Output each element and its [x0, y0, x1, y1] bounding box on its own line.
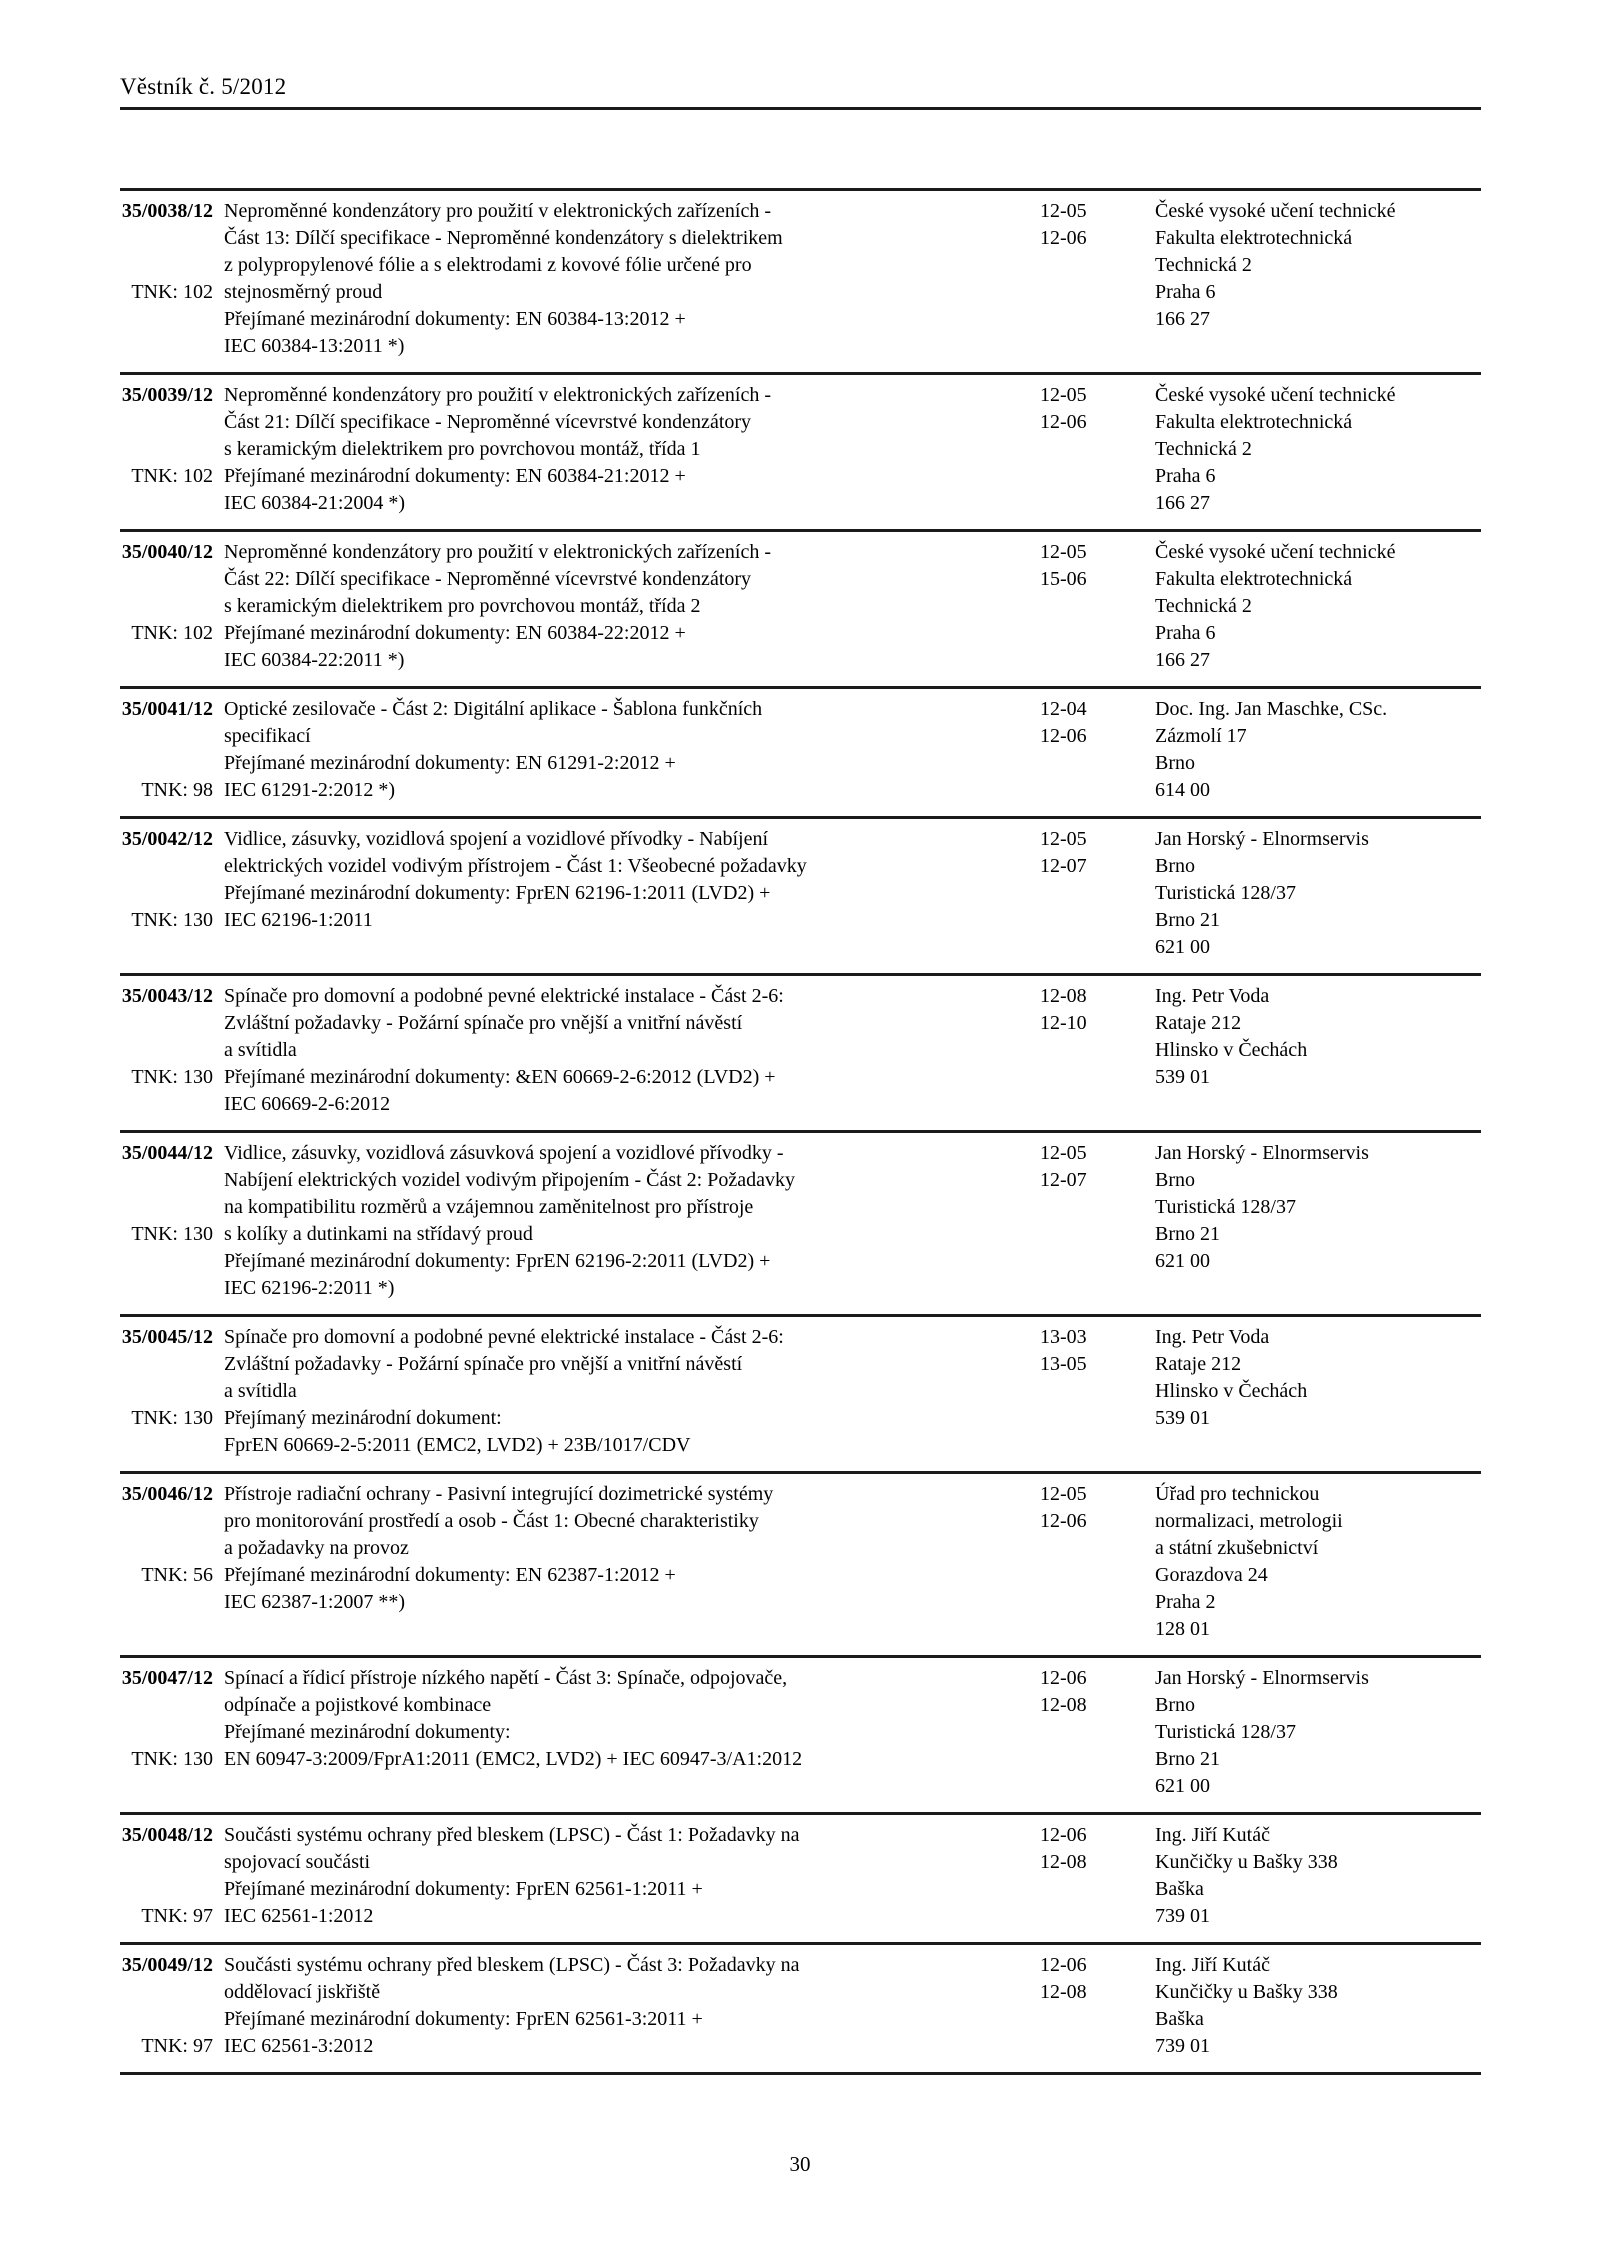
entry-id: 35/0042/12 [121, 828, 213, 850]
address-line: Ing. Petr Voda [1155, 985, 1270, 1007]
date-line: 12-05 [1040, 384, 1087, 406]
address-line: České vysoké učení technické [1155, 384, 1396, 406]
address-line: Praha 6 [1155, 622, 1216, 644]
date-line: 12-08 [1040, 1694, 1087, 1716]
entry-description [224, 539, 1040, 674]
date-line: 12-06 [1040, 227, 1087, 249]
entry-description [224, 1822, 1040, 1930]
entry-description [224, 382, 1040, 517]
entry-id: 35/0043/12 [121, 985, 213, 1007]
address-line: Brno 21 [1155, 1748, 1220, 1770]
description-line: Vidlice, zásuvky, vozidlová zásuvková spojení a vozidlové přívodky - [224, 1142, 784, 1164]
entry-tnk: TNK: 97 [141, 1905, 213, 1927]
date-line: 12-06 [1040, 725, 1087, 747]
address-line: Jan Horský - Elnormservis [1155, 828, 1369, 850]
address-line: Hlinsko v Čechách [1155, 1380, 1308, 1402]
address-line: Turistická 128/37 [1155, 882, 1296, 904]
description-line: s keramickým dielektrikem pro povrchovou montáž, třída 2 [224, 595, 701, 617]
table-row [120, 1655, 1481, 1812]
date-line: 12-05 [1040, 828, 1087, 850]
address-line: 539 01 [1155, 1407, 1210, 1429]
page-header: Věstník č. 5/2012 [120, 74, 287, 99]
entry-tnk: TNK: 102 [131, 622, 213, 644]
description-line: IEC 62561-1:2012 [224, 1905, 374, 1927]
address-line: a státní zkušebnictví [1155, 1537, 1319, 1559]
address-line: 621 00 [1155, 1250, 1210, 1272]
date-line: 12-05 [1040, 1483, 1087, 1505]
description-line: Přejímané mezinárodní dokumenty: EN 60384-22:2012 + [224, 622, 686, 644]
address-line: Brno [1155, 752, 1195, 774]
address-line: Technická 2 [1155, 438, 1252, 460]
description-line: Část 21: Dílčí specifikace - Neproměnné vícevrstvé kondenzátory [224, 411, 752, 433]
entry-id-cell [120, 198, 224, 360]
address-line: 166 27 [1155, 492, 1210, 514]
description-line: spojovací součásti [224, 1851, 371, 1873]
description-line: na kompatibilitu rozměrů a vzájemnou zaměnitelnost pro přístroje [224, 1196, 754, 1218]
date-line: 12-08 [1040, 1981, 1087, 2003]
description-line: Součásti systému ochrany před bleskem (LPSC) - Část 3: Požadavky na [224, 1954, 800, 1976]
entry-address [1155, 539, 1481, 674]
description-line: Přejímané mezinárodní dokumenty: EN 60384-13:2012 + [224, 308, 686, 330]
entry-tnk: TNK: 130 [131, 1223, 213, 1245]
entry-dates [1040, 696, 1155, 804]
entry-tnk: TNK: 56 [141, 1564, 213, 1586]
date-line: 13-05 [1040, 1353, 1087, 1375]
address-line: Zázmolí 17 [1155, 725, 1247, 747]
entry-id: 35/0044/12 [121, 1142, 213, 1164]
description-line: odpínače a pojistkové kombinace [224, 1694, 492, 1716]
description-line: stejnosměrný proud [224, 281, 383, 303]
address-line: 739 01 [1155, 1905, 1210, 1927]
entry-address [1155, 1952, 1481, 2060]
description-line: EN 60947-3:2009/FprA1:2011 (EMC2, LVD2) + IEC 60947-3/A1:2012 [224, 1748, 803, 1770]
address-line: Praha 2 [1155, 1591, 1216, 1613]
entry-address [1155, 1140, 1481, 1302]
date-line: 12-10 [1040, 1012, 1087, 1034]
address-line: Ing. Jiří Kutáč [1155, 1954, 1270, 1976]
table-row [120, 973, 1481, 1130]
date-line: 12-05 [1040, 1142, 1087, 1164]
date-line: 12-07 [1040, 1169, 1087, 1191]
description-line: Přejímané mezinárodní dokumenty: &EN 60669-2-6:2012 (LVD2) + [224, 1066, 776, 1088]
entry-address [1155, 1481, 1481, 1643]
entry-id: 35/0041/12 [121, 698, 213, 720]
entry-description [224, 1952, 1040, 2060]
description-line: s kolíky a dutinkami na střídavý proud [224, 1223, 533, 1245]
address-line: Hlinsko v Čechách [1155, 1039, 1308, 1061]
entry-id: 35/0047/12 [121, 1667, 213, 1689]
entry-address [1155, 983, 1481, 1118]
entry-dates [1040, 539, 1155, 674]
table-row [120, 1130, 1481, 1314]
entry-id-cell [120, 539, 224, 674]
entry-id-cell [120, 696, 224, 804]
table-row [120, 372, 1481, 529]
address-line: Baška [1155, 2008, 1204, 2030]
entry-dates [1040, 1665, 1155, 1800]
address-line: 128 01 [1155, 1618, 1210, 1640]
description-line: IEC 62196-2:2011 *) [224, 1277, 395, 1299]
entry-id-cell [120, 1822, 224, 1930]
description-line: IEC 60669-2-6:2012 [224, 1093, 391, 1115]
entries-table [120, 188, 1481, 2075]
entry-dates [1040, 1140, 1155, 1302]
address-line: Baška [1155, 1878, 1204, 1900]
entry-address [1155, 1324, 1481, 1459]
entry-dates [1040, 198, 1155, 360]
entry-tnk: TNK: 98 [141, 779, 213, 801]
entry-dates [1040, 1952, 1155, 2060]
entry-description [224, 198, 1040, 360]
entry-id: 35/0038/12 [121, 200, 213, 222]
address-line: Ing. Petr Voda [1155, 1326, 1270, 1348]
description-line: a svítidla [224, 1380, 297, 1402]
date-line: 12-05 [1040, 541, 1087, 563]
address-line: normalizaci, metrologii [1155, 1510, 1343, 1532]
entry-tnk: TNK: 130 [131, 909, 213, 931]
table-row [120, 816, 1481, 973]
entry-tnk: TNK: 130 [131, 1407, 213, 1429]
description-line: Optické zesilovače - Část 2: Digitální aplikace - Šablona funkčních [224, 698, 763, 720]
address-line: 539 01 [1155, 1066, 1210, 1088]
entry-id-cell [120, 1324, 224, 1459]
description-line: a požadavky na provoz [224, 1537, 409, 1559]
entry-address [1155, 198, 1481, 360]
address-line: České vysoké učení technické [1155, 541, 1396, 563]
entry-tnk: TNK: 130 [131, 1748, 213, 1770]
description-line: Přejímané mezinárodní dokumenty: FprEN 62561-3:2011 + [224, 2008, 703, 2030]
description-line: Spínací a řídicí přístroje nízkého napětí - Část 3: Spínače, odpojovače, [224, 1667, 788, 1689]
description-line: z polypropylenové fólie a s elektrodami z kovové fólie určené pro [224, 254, 752, 276]
entry-dates [1040, 382, 1155, 517]
entry-id: 35/0049/12 [121, 1954, 213, 1976]
entry-dates [1040, 983, 1155, 1118]
description-line: Neproměnné kondenzátory pro použití v elektronických zařízeních - [224, 541, 772, 563]
date-line: 12-05 [1040, 200, 1087, 222]
date-line: 12-06 [1040, 411, 1087, 433]
description-line: elektrických vozidel vodivým přístrojem - Část 1: Všeobecné požadavky [224, 855, 807, 877]
address-line: Rataje 212 [1155, 1353, 1242, 1375]
entry-dates [1040, 1481, 1155, 1643]
address-line: 621 00 [1155, 1775, 1210, 1797]
address-line: Doc. Ing. Jan Maschke, CSc. [1155, 698, 1388, 720]
entry-description [224, 826, 1040, 961]
description-line: Přejímané mezinárodní dokumenty: EN 62387-1:2012 + [224, 1564, 676, 1586]
address-line: Jan Horský - Elnormservis [1155, 1142, 1369, 1164]
table-row [120, 1471, 1481, 1655]
date-line: 12-06 [1040, 1954, 1087, 1976]
entry-dates [1040, 1822, 1155, 1930]
entry-address [1155, 696, 1481, 804]
entry-id-cell [120, 983, 224, 1118]
entry-id-cell [120, 1140, 224, 1302]
entry-id-cell [120, 1481, 224, 1643]
description-line: Část 13: Dílčí specifikace - Neproměnné kondenzátory s dielektrikem [224, 227, 783, 249]
date-line: 13-03 [1040, 1326, 1087, 1348]
address-line: 614 00 [1155, 779, 1210, 801]
date-line: 15-06 [1040, 568, 1087, 590]
description-line: Nabíjení elektrických vozidel vodivým připojením - Část 2: Požadavky [224, 1169, 795, 1191]
header-rule [120, 107, 1481, 110]
description-line: oddělovací jiskřiště [224, 1981, 381, 2003]
address-line: 166 27 [1155, 308, 1210, 330]
address-line: 166 27 [1155, 649, 1210, 671]
entry-id-cell [120, 1952, 224, 2060]
entry-tnk: TNK: 130 [131, 1066, 213, 1088]
description-line: Spínače pro domovní a podobné pevné elektrické instalace - Část 2-6: [224, 1326, 784, 1348]
description-line: IEC 60384-13:2011 *) [224, 335, 405, 357]
description-line: Přejímané mezinárodní dokumenty: FprEN 62196-2:2011 (LVD2) + [224, 1250, 771, 1272]
address-line: Gorazdova 24 [1155, 1564, 1268, 1586]
address-line: Ing. Jiří Kutáč [1155, 1824, 1270, 1846]
entry-dates [1040, 1324, 1155, 1459]
description-line: IEC 62196-1:2011 [224, 909, 373, 931]
address-line: Praha 6 [1155, 465, 1216, 487]
entry-id: 35/0040/12 [121, 541, 213, 563]
address-line: Fakulta elektrotechnická [1155, 227, 1353, 249]
address-line: Rataje 212 [1155, 1012, 1242, 1034]
address-line: Brno [1155, 855, 1195, 877]
description-line: pro monitorování prostředí a osob - Část 1: Obecné charakteristiky [224, 1510, 759, 1532]
description-line: specifikací [224, 725, 311, 747]
description-line: Přejímané mezinárodní dokumenty: EN 60384-21:2012 + [224, 465, 686, 487]
entry-description [224, 1324, 1040, 1459]
description-line: IEC 62387-1:2007 **) [224, 1591, 406, 1613]
address-line: Technická 2 [1155, 595, 1252, 617]
address-line: Praha 6 [1155, 281, 1216, 303]
description-line: IEC 61291-2:2012 *) [224, 779, 396, 801]
date-line: 12-08 [1040, 1851, 1087, 1873]
address-line: Fakulta elektrotechnická [1155, 411, 1353, 433]
address-line: Brno 21 [1155, 909, 1220, 931]
entry-id: 35/0045/12 [121, 1326, 213, 1348]
address-line: Brno [1155, 1694, 1195, 1716]
entry-id-cell [120, 826, 224, 961]
description-line: Přejímané mezinárodní dokumenty: FprEN 62196-1:2011 (LVD2) + [224, 882, 771, 904]
description-line: Vidlice, zásuvky, vozidlová spojení a vozidlové přívodky - Nabíjení [224, 828, 769, 850]
address-line: 621 00 [1155, 936, 1210, 958]
entry-description [224, 696, 1040, 804]
page-number: 30 [789, 2152, 811, 2176]
description-line: Neproměnné kondenzátory pro použití v elektronických zařízeních - [224, 384, 772, 406]
entry-id-cell [120, 382, 224, 517]
table-row [120, 188, 1481, 372]
description-line: Přejímaný mezinárodní dokument: [224, 1407, 502, 1429]
address-line: Jan Horský - Elnormservis [1155, 1667, 1369, 1689]
description-line: Přejímané mezinárodní dokumenty: FprEN 62561-1:2011 + [224, 1878, 703, 1900]
entry-tnk: TNK: 97 [141, 2035, 213, 2057]
entry-tnk: TNK: 102 [131, 465, 213, 487]
entry-tnk: TNK: 102 [131, 281, 213, 303]
entry-description [224, 1481, 1040, 1643]
entry-id: 35/0048/12 [121, 1824, 213, 1846]
description-line: Zvláštní požadavky - Požární spínače pro vnější a vnitřní návěstí [224, 1353, 743, 1375]
address-line: Fakulta elektrotechnická [1155, 568, 1353, 590]
entry-description [224, 1140, 1040, 1302]
description-line: Přejímané mezinárodní dokumenty: EN 61291-2:2012 + [224, 752, 676, 774]
address-line: Kunčičky u Bašky 338 [1155, 1981, 1338, 2003]
description-line: IEC 60384-21:2004 *) [224, 492, 406, 514]
entry-id: 35/0046/12 [121, 1483, 213, 1505]
entry-description [224, 983, 1040, 1118]
entry-address [1155, 1822, 1481, 1930]
date-line: 12-08 [1040, 985, 1087, 1007]
table-row [120, 1812, 1481, 1942]
date-line: 12-06 [1040, 1824, 1087, 1846]
description-line: Spínače pro domovní a podobné pevné elektrické instalace - Část 2-6: [224, 985, 784, 1007]
date-line: 12-04 [1040, 698, 1087, 720]
address-line: 739 01 [1155, 2035, 1210, 2057]
date-line: 12-07 [1040, 855, 1087, 877]
address-line: Brno 21 [1155, 1223, 1220, 1245]
description-line: Přístroje radiační ochrany - Pasivní integrující dozimetrické systémy [224, 1483, 774, 1505]
description-line: Zvláštní požadavky - Požární spínače pro vnější a vnitřní návěstí [224, 1012, 743, 1034]
entry-address [1155, 1665, 1481, 1800]
description-line: s keramickým dielektrikem pro povrchovou montáž, třída 1 [224, 438, 701, 460]
date-line: 12-06 [1040, 1667, 1087, 1689]
address-line: Kunčičky u Bašky 338 [1155, 1851, 1338, 1873]
table-row [120, 1942, 1481, 2072]
description-line: Součásti systému ochrany před bleskem (LPSC) - Část 1: Požadavky na [224, 1824, 800, 1846]
description-line: Přejímané mezinárodní dokumenty: [224, 1721, 511, 1743]
entry-id-cell [120, 1665, 224, 1800]
description-line: Část 22: Dílčí specifikace - Neproměnné vícevrstvé kondenzátory [224, 568, 752, 590]
address-line: Brno [1155, 1169, 1195, 1191]
entry-description [224, 1665, 1040, 1800]
entry-id: 35/0039/12 [121, 384, 213, 406]
description-line: Neproměnné kondenzátory pro použití v elektronických zařízeních - [224, 200, 772, 222]
table-row [120, 529, 1481, 686]
description-line: IEC 62561-3:2012 [224, 2035, 374, 2057]
description-line: IEC 60384-22:2011 *) [224, 649, 405, 671]
address-line: Úřad pro technickou [1155, 1483, 1320, 1505]
address-line: České vysoké učení technické [1155, 200, 1396, 222]
address-line: Turistická 128/37 [1155, 1196, 1296, 1218]
entry-dates [1040, 826, 1155, 961]
entry-address [1155, 826, 1481, 961]
address-line: Turistická 128/37 [1155, 1721, 1296, 1743]
description-line: a svítidla [224, 1039, 297, 1061]
table-row [120, 686, 1481, 816]
table-row [120, 1314, 1481, 1471]
address-line: Technická 2 [1155, 254, 1252, 276]
description-line: FprEN 60669-2-5:2011 (EMC2, LVD2) + 23B/1017/CDV [224, 1434, 691, 1456]
date-line: 12-06 [1040, 1510, 1087, 1532]
entry-address [1155, 382, 1481, 517]
